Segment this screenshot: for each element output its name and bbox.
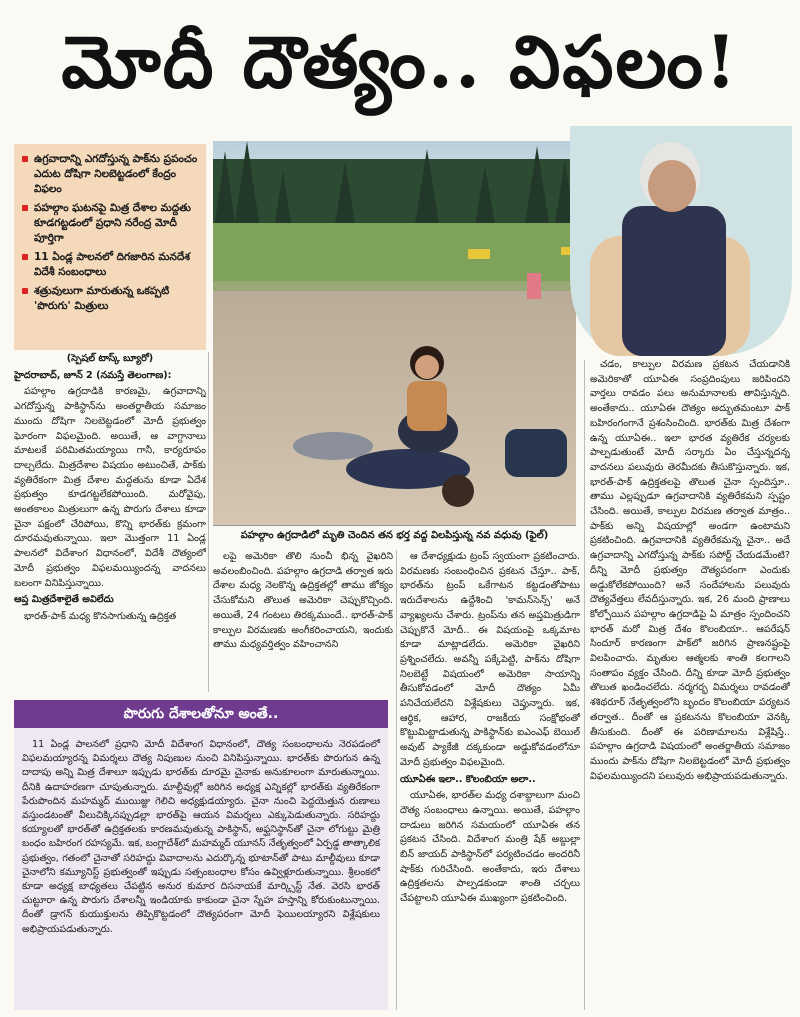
bullet-icon (22, 156, 28, 162)
bullet-icon (22, 254, 28, 260)
article-column-1 (14, 352, 206, 690)
article-paragraph: యూఏఈ, భారత్‌ల మధ్య దశాబ్దాలుగా మంచి దౌత్య సంబంధాలు ఉన్నాయి. అయితే, పహల్గాం దాడులు జరిగిన సమయంలో యూఏఈ తన ప్రకటన చేసింది. విదేశాంగ మంత్రి షేక్ అబ్దుల్లా బిన్ జాయద్ పాకిస్థాన్‌లో పర్యటించడం అందరినీ షాక్‌కు గురిచేసింది. అంతేకాదు, ఇరు దేశాలు ఉద్రిక్తతలను పాల్పడకుండా శాంతి చర్చలు చేపట్టాలని యూఏఈ ముఖ్యంగా ప్రకటించింది. (400, 790, 580, 905)
article-paragraph: భారత్-పాక్ మధ్య కొనసాగుతున్న ఉద్రిక్తత (24, 610, 177, 622)
dateline: హైదరాబాద్, జూన్ 2 (నమస్తే తెలంగాణ): (14, 369, 172, 381)
highlight-item: 11 ఏండ్ల పాలనలో దిగజారిన మనదేశ విదేశీ సంబంధాలు (22, 250, 198, 280)
article-paragraph: చడం, కాల్పుల విరమణ ప్రకటన చేయడానికి అమెరికాతో యూఏఈ సంప్రదింపులు జరిపిందని వార్తలు రావడం పలు అనుమానాలకు తావిస్తున్నది. అంతేకాదు.. యూఏఈ దౌత్యం అద్భుతమంటూ పాక్ బహిరంగంగానే ప్రశంసించింది. భారత్‌కు మిత్ర దేశంగా ఉన్న యూఏఈ.. ఇలా భారత వ్యతిరేక చర్యలకు పాల్పడుతుంటే మోదీ సర్కారు ఏం చేస్తున్నదన్న వాదనలు పలువురు తెరమీదకు తీసుకొస్తున్నారు. ఇక, భారత్-పాక్ ఉద్రిక్తతలపై తొలుత చైనా స్పందిస్తూ.. తాము ఎల్లప్పుడూ ఉగ్రవాదానికి వ్యతిరేకమని స్పష్టం చేసింది. అయితే, కాల్పుల విరమణ తర్వాత మాత్రం.. పాక్‌కు అన్ని విషయాల్లో అండగా ఉంటామని ప్రకటించింది. ఉగ్రవాదానికి వ్యతిరేకమన్న చైనా.. అదే ఉగ్రవాదాన్ని ఎగదోస్తున్న పాక్‌కు సపోర్ట్ చేయడమేంటి? దీన్ని మోదీ ప్రభుత్వం దౌత్యపరంగా ఎందుకు అడ్డుకోలేకపోయింది? అనే సందేహాలను పలువురు దౌత్యవేత్తలు లేవదీస్తున్నారు. ఇక, 26 మంది ప్రాణాలు కోల్పోయిన పహల్గాం ఉగ్రదాడిపై ఏ మాత్రం స్పందించని భారత్ మరో మిత్ర దేశం కొలంబియా.. ఆపరేషన్ సిందూర్ కారణంగా పాక్‌లో జరిగిన ప్రాణనష్టంపై విలపించారు. మృతుల ఆత్మలకు శాంతి కలగాలని సంతాపం వ్యక్తం చేసింది. దీన్ని కూడా మోదీ ప్రభుత్వం తొలుత ఖండించలేదు. నర్మగర్భ విమర్శలు రావడంతో శశిథరూర్ నేతృత్వంలోని బృందం కొలంబియా పర్యటన తర్వాత.. దీంతో ఆ ప్రకటనను కొలంబియా వెనక్కి తీసుకుంది. దీంతో ఈ పరిణామాలను విశ్లేషిస్తే.. పహల్గాం ఉగ్రదాడి విషయంలో అంతర్జాతీయ సమాజం ముందు పాక్‌ను దోషిగా నిలబెట్టడంలో మోదీ ప్రభుత్వం విఫలమయ్యిందని పలువురు అభిప్రాయపడుతున్నారు. (590, 359, 790, 782)
highlight-item: శత్రువులుగా మారుతున్న ఒకప్పటి 'పొరుగు' మిత్రులు (22, 284, 198, 314)
box-paragraph: 11 ఏండ్ల పాలనలో ప్రధాని మోదీ విదేశాంగ విధానంలో, దౌత్య సంబంధాలను నెరపడంలో విఫలమయ్యారన్న విమర్శలు దౌత్య నిపుణుల నుంచి వినిపిస్తున్నాయి. భారత్‌కు పొరుగున ఉన్న దాదాపు అన్ని మిత్ర దేశాలూ ఇప్పుడు భారత్‌కు దూరమై చైనాకు అనుకూలంగా మారుతున్నాయి. దీనికి ఉదాహరణగా చూపుతున్నారు. మాల్దీవుల్లో జరిగిన అధ్యక్ష ఎన్నికల్లో భారత్‌కు వ్యతిరేకంగా పేరుపొందిన మహమ్మద్ ముయిజ్జు గెలిచి అధ్యక్షుడయ్యారు. చైనా నుంచి పెద్దయెత్తున రుణాలు వస్తుండటంతో వీలుచిక్కినప్పుడల్లా భారత్‌పై ఆయన విమర్శలు ఎక్కుపెడుతున్నారు. సరిహద్దు కయ్యాలతో భారత్‌తో ఉద్రిక్తతలకు కారణమవుతున్న పాకిస్థాన్, అఫ్ఘనిస్థాన్‌తో చైనా లోగుట్టు మైత్రి బంధం బహిరంగ రహస్యమే. ఇక, బంగ్లాదేశ్‌లో మహమ్మద్ యూనస్ నేతృత్వంలో ఏర్పడ్డ తాత్కాలిక ప్రభుత్వం, గతంలో చైనాతో సరిహద్దు వివాదాలను ఎదుర్కొన్న భూటాన్‌తో పాటు మాల్దీవులు కూడా చైనాలోని కమ్యూనిస్ట్ ప్రభుత్వంతో ఇప్పుడు సత్సంబంధాల కోసం ఉవ్విళ్లూరుతున్నాయి. శ్రీలంకలో కూడా అధ్యక్ష బాధ్యతలు చేపట్టిన అనుర కుమార దిసనాయకే మార్క్సిస్ట్ నేత. వెరసి భారత్ చుట్టూరా ఉన్న పొరుగు దేశాలన్నీ ఇండియాకు కాకుండా చైనా స్నేహ హస్తాన్ని కోరుకుంటున్నాయి. దీంతో డ్రాగన్ కుయుక్తులను తిప్పికొట్టడంలో దౌత్యపరంగా మోదీ ఫెయిలయ్యారని విశ్లేషకులు అభిప్రాయపడుతున్నారు. (22, 739, 380, 935)
box-title: పొరుగు దేశాలతోనూ అంతే.. (14, 700, 388, 728)
subheading: యూఏఈ ఇలా.. కొలంబియా అలా.. (400, 773, 536, 785)
news-photo (213, 141, 576, 525)
box-body (14, 728, 388, 1010)
column-rule (584, 360, 585, 1010)
highlight-item: ఉగ్రవాదాన్ని ఎగదోస్తున్న పాక్‌ను ప్రపంచం ఎదుట దోషిగా నిలబెట్టడంలో కేంద్రం విఫలం (22, 152, 198, 197)
portrait-photo (560, 126, 792, 356)
bullet-icon (22, 288, 28, 294)
article-paragraph: పహల్గాం ఉగ్రదాడికి కారణమై, ఉగ్రవాదాన్ని ఎగదోస్తున్న పాకిస్థాన్‌ను అంతర్జాతీయ సమాజం ముందు దోషిగా నిలబెట్టడంలో మోదీ ప్రభుత్వం ఘోరంగా విఫలమైంది. అయితే, ఆ వాగ్దానాలు మాటలకే పరిమితమయ్యాయి గానీ, కార్యరూపం దాల్చలేదు. మిత్రదేశాల విషయం అటుంచితే, పాక్‌కు వ్యతిరేకంగా మిత్ర దేశాల మద్దతును కూడా ఏదేశ ప్రభుత్వం కూడగట్టలేకపోయింది. మరోవైపు, అంతకాలం మిత్రులుగా ఉన్న పొరుగు దేశాలు కూడా చైనా పక్షంలో చేరిపోయి, కొన్ని భారత్‌కు క్రమంగా దూరమవుతున్నాయి. ఇలా మొత్తంగా 11 ఏండ్ల పాలనలో విదేశాంగ విధానంలో, విదేశీ దౌత్యంలో మోదీ ప్రభుత్వం విఫలమయ్యిందన్న వాదనలు బలంగా వినిపిస్తున్నాయి. (14, 386, 206, 589)
highlight-item: పహల్గాం ఘటనపై మిత్ర దేశాల మద్దతు కూడగట్టడంలో ప్రధాని నరేంద్ర మోదీ పూర్తిగా (22, 201, 198, 246)
column-rule (208, 352, 209, 692)
article-column-3 (400, 550, 580, 1010)
byline: (స్పెషల్ టాస్క్ బ్యూరో) (66, 353, 154, 364)
column-rule (396, 550, 397, 1010)
article-paragraph: లపై అమెరికా తొలి నుంచీ భిన్న వైఖరిని అవలంబించింది. పహల్గాం ఉగ్రదాడి తర్వాత ఇరు దేశాల మధ్య నెలకొన్న ఉద్రిక్తతల్లో తాము జోక్యం చేసుకోమని తొలుత అమెరికా చెప్పుకొచ్చింది. అయితే, 24 గంటలు తిరక్కముందే.. భారత్-పాక్ కాల్పుల విరమణకు అంగీకరించాయని, ఇందుకు తాము మధ్యవర్తిత్వం వహించానని (213, 551, 393, 651)
highlights-box (14, 144, 206, 350)
article-paragraph: ఆ దేశాధ్యక్షుడు ట్రంప్ స్వయంగా ప్రకటించారు. విరమణకు సంబంధించిన ప్రకటన చేస్తూ.. పాక్, భారత్‌ను ట్రంప్ ఒకేగాటన కట్టడంతోపాటు ఇరుదేశాలను ఉద్దేశించి 'కామన్‌సెన్స్' అనే వ్యాఖ్యలను చేశారు. ట్రంప్‌ను తన అప్తమిత్రుడిగా చెప్పుకొనే మోదీ.. ఈ విషయంపై ఒక్కమాట కూడా మాట్లాడలేదు. అమెరికా వైఖరిని ప్రశ్నించలేదు. అవన్నీ పక్కేపెట్టి, పాక్‌ను దోషిగా నిలబెట్టే విషయంలో అమెరికా సాయాన్ని తీసుకోవడంలో మోదీ దౌత్యం ఏమీ పనిచేయలేదని విశ్లేషకులు చెప్తున్నారు. ఇక, ఆర్థిక, ఆహార, రాజకీయ సంక్షోభంతో కొట్టుమిట్టాడుతున్న పాకిస్థాన్‌కు ఐఎంఎఫ్ బెయిల్ అవుట్ ప్యాకేజీ దక్కకుండా అడ్డుకోవడంలోనూ మోదీ ప్రభుత్వం విఫలమైంది. (400, 551, 580, 768)
article-column-4 (590, 358, 790, 1010)
headline: మోదీ దౌత్యం.. విఫలం! (61, 19, 739, 104)
subheading: ఆప్త మిత్రదేశాలైతే అవిలేదు (14, 594, 114, 606)
photo-caption: పహల్గాం ఉగ్రదాడిలో మృతి చెందిన తన భర్త వద్ద విలపిస్తున్న నవ వధువు (ఫైల్) (213, 525, 576, 546)
article-column-2 (213, 550, 393, 690)
bullet-icon (22, 205, 28, 211)
